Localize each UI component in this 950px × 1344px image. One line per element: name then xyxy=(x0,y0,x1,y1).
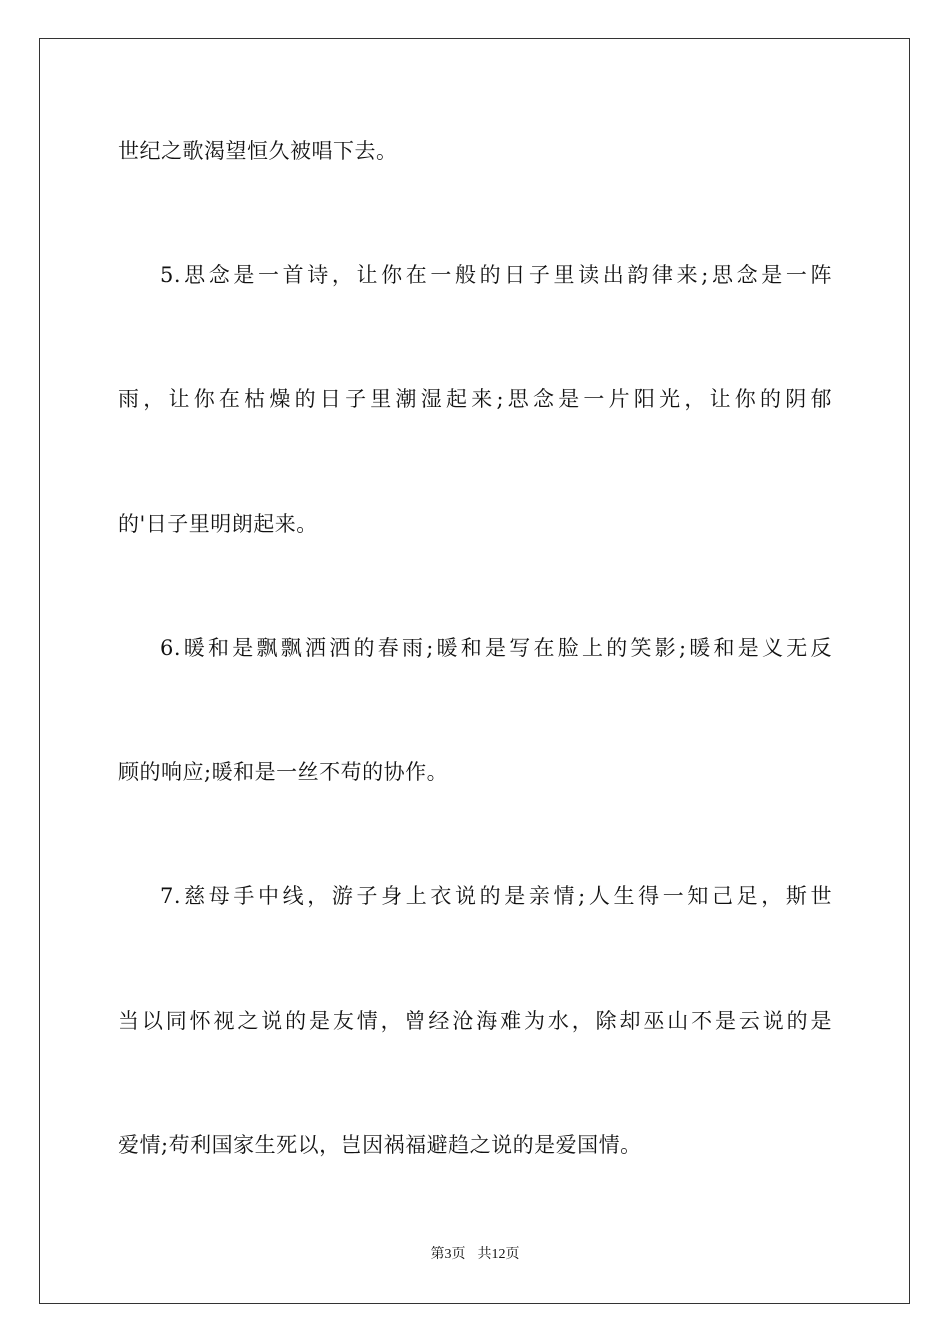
paragraph-line: 爱情;苟利国家生死以，岂因祸福避趋之说的是爱国情。 xyxy=(118,1133,642,1157)
paragraph-line: 雨，让你在枯燥的日子里潮湿起来;思念是一片阳光，让你的阴郁 xyxy=(118,387,832,411)
paragraph-line: 6.暖和是飘飘洒洒的春雨;暖和是写在脸上的笑影;暖和是义无反 xyxy=(160,636,832,660)
paragraph-line: 当以同怀视之说的是友情，曾经沧海难为水，除却巫山不是云说的是 xyxy=(118,1009,832,1033)
page-footer xyxy=(0,1246,950,1264)
paragraph-line: 5.思念是一首诗，让你在一般的日子里读出韵律来;思念是一阵 xyxy=(160,263,832,287)
page-total: 共12页 xyxy=(477,1247,520,1262)
paragraph-line: 顾的响应;暖和是一丝不苟的协作。 xyxy=(118,760,449,784)
paragraph-line: 7.慈母手中线，游子身上衣说的是亲情;人生得一知己足，斯世 xyxy=(160,884,832,908)
page-number: 第3页 xyxy=(430,1247,466,1262)
paragraph-line: 世纪之歌渴望恒久被唱下去。 xyxy=(118,139,398,163)
page-border xyxy=(39,38,910,1304)
paragraph-line: 的'日子里明朗起来。 xyxy=(118,512,318,536)
